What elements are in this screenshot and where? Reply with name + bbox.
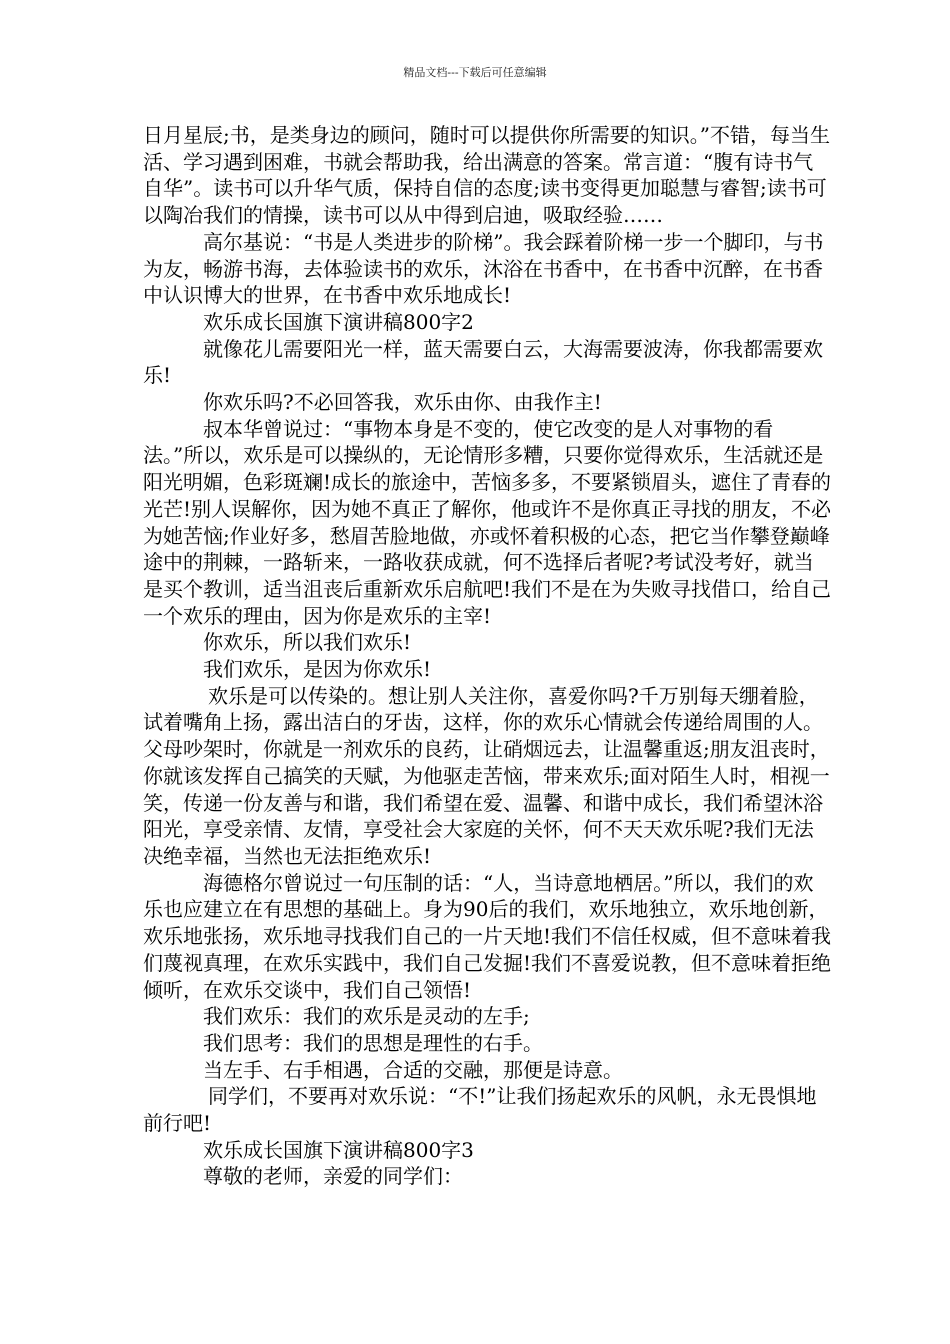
section-heading: 欢乐成长国旗下演讲稿800字3 xyxy=(203,1137,474,1162)
section-heading: 欢乐成长国旗下演讲稿800字2 xyxy=(203,309,474,334)
paragraph: 同学们，不要再对欢乐说：“不!”让我们扬起欢乐的风帆，永无畏惧地前行吧! xyxy=(143,1084,817,1136)
page-header: 精品文档---下载后可任意编辑 xyxy=(403,66,547,79)
paragraph: 我们思考：我们的思想是理性的右手。 xyxy=(203,1030,543,1055)
paragraph: 就像花儿需要阳光一样，蓝天需要白云，大海需要波涛，你我都需要欢乐! xyxy=(143,336,823,388)
paragraph: 我们欢乐：我们的欢乐是灵动的左手; xyxy=(203,1004,530,1029)
paragraph: 欢乐是可以传染的。想让别人关注你，喜爱你吗?千万别每天绷着脸，试着嘴角上扬，露出洁白的牙齿，这样，你的欢乐心情就会传递给周围的人。父母吵架时，你就是一剂欢乐的良药，让硝烟远去，让温馨重返;朋友沮丧时，你就该发挥自己搞笑的天赋，为他驱走苦恼，带来欢乐;面对陌生人时，相视一笑，传递一份友善与和谐，我们希望在爱、温馨、和谐中成长，我们希望沐浴阳光，享受亲情、友情，享受社会大家庭的关怀，何不天天欢乐呢?我们无法决绝幸福，当然也无法拒绝欢乐! xyxy=(143,683,830,868)
paragraph: 海德格尔曾说过一句压制的话：“人，当诗意地栖居。”所以，我们的欢乐也应建立在有思想的基础上。身为90后的我们，欢乐地独立，欢乐地创新，欢乐地张扬，欢乐地寻找我们自己的一片天地!我们不信任权威，但不意味着我们蔑视真理，在欢乐实践中，我们自己发掘!我们不喜爱说教，但不意味着拒绝倾听，在欢乐交谈中，我们自己领悟! xyxy=(143,870,832,1002)
document-body xyxy=(143,122,833,1190)
paragraph: 日月星辰;书，是类身边的顾问，随时可以提供你所需要的知识。”不错，每当生活、学习遇到困难，书就会帮助我，给出满意的答案。常言道：“腹有诗书气自华”。读书可以升华气质，保持自信的态度;读书变得更加聪慧与睿智;读书可以陶冶我们的情操，读书可以从中得到启迪，吸取经验…… xyxy=(143,123,830,228)
paragraph: 你欢乐，所以我们欢乐! xyxy=(203,630,412,655)
paragraph: 尊敬的老师，亲爱的同学们： xyxy=(203,1164,463,1189)
paragraph: 你欢乐吗?不必回答我，欢乐由你、由我作主! xyxy=(203,390,602,415)
paragraph: 叔本华曾说过：“事物本身是不变的，使它改变的是人对事物的看法。”所以，欢乐是可以操纵的，无论情形多糟，只要你觉得欢乐，生活就还是阳光明媚，色彩斑斓!成长的旅途中，苦恼多多，不要紧锁眉头，遮住了青春的光芒!别人误解你，因为她不真正了解你，他或许不是你真正寻找的朋友，不必为她苦恼;作业好多，愁眉苦脸地做，亦或怀着积极的心态，把它当作攀登巅峰途中的荆棘，一路斩来，一路收获成就，何不选择后者呢?考试没考好，就当是买个教训，适当沮丧后重新欢乐启航吧!我们不是在为失败寻找借口，给自己一个欢乐的理由，因为你是欢乐的主宰! xyxy=(143,416,832,628)
paragraph: 高尔基说：“书是人类进步的阶梯”。我会踩着阶梯一步一个脚印，与书为友，畅游书海，去体验读书的欢乐，沐浴在书香中，在书香中沉醉，在书香中认识博大的世界，在书香中欢乐地成长! xyxy=(143,229,824,308)
paragraph: 当左手、右手相遇，合适的交融，那便是诗意。 xyxy=(203,1057,623,1082)
paragraph: 我们欢乐，是因为你欢乐! xyxy=(203,657,432,682)
